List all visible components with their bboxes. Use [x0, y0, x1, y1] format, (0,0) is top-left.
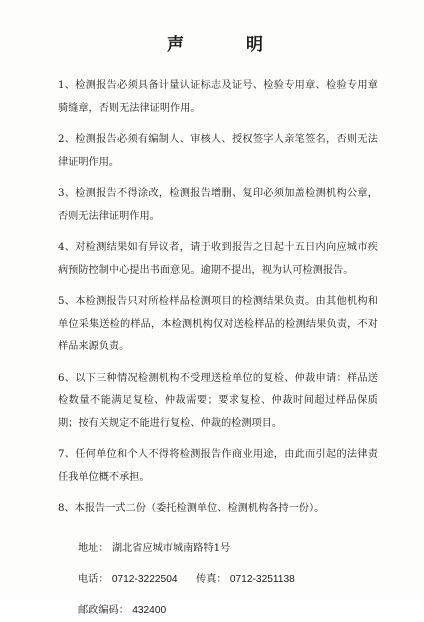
address-label: 地址： [78, 542, 109, 554]
phone-label: 电话： [78, 573, 109, 585]
statement-list [58, 75, 378, 521]
statement-item-2: 2、检测报告必须有编制人、审核人、授权签字人亲笔签名，否则无法律证明作用。 [58, 134, 378, 168]
postcode-line [78, 600, 378, 622]
fax-label: 传真： [196, 573, 227, 585]
phone-fax-line [78, 569, 378, 591]
statement-item-8: 8、本报告一式二份（委托检测单位、检测机构各持一份）。 [58, 503, 325, 514]
postcode-value: 432400 [132, 604, 167, 616]
postcode-label: 邮政编码： [78, 604, 129, 616]
statement-item-5: 5、本检测报告只对所检样品检测项目的检测结果负责。由其他机构和单位采集送检的样品，本检测机构仅对送检样品的检测结果负责，不对样品来源负责。 [58, 296, 378, 352]
statement-item-6: 6、以下三种情况检测机构不受理送检单位的复检、仲裁申请：样品送检数量不能满足复检、仲裁需要；要求复检、仲裁时间超过样品保质期；按有关规定不能进行复检、仲裁的检测项目。 [58, 372, 378, 429]
fax-value: 0712-3251138 [229, 573, 295, 585]
page-title: 声 明 [167, 35, 291, 55]
statement-item-1: 1、检测报告必须具备计量认证标志及证号、检验专用章、检验专用章骑缝章，否则无法律证明作用。 [58, 80, 378, 114]
statement-item-3: 3、检测报告不得涂改，检测报告增删、复印必须加盖检测机构公章，否则无法律证明作用。 [58, 188, 378, 222]
statement-item-4: 4、对检测结果如有异议者，请于收到报告之日起十五日内向应城市疾病预防控制中心提出书面意见。逾期不提出，视为认可检测报告。 [58, 242, 378, 276]
statement-item-7: 7、任何单位和个人不得将检测报告作商业用途，由此而引起的法律责任我单位概不承担。 [58, 449, 378, 483]
address-value: 湖北省应城市城南路特1号 [111, 542, 231, 554]
contact-block [58, 538, 378, 622]
address-line [78, 538, 378, 560]
phone-value: 0712-3222504 [111, 573, 178, 585]
